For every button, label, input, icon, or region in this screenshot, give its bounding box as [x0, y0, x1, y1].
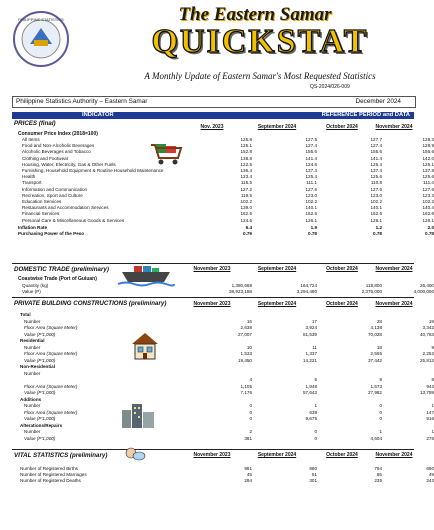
row-label: Information and Communication — [22, 186, 88, 192]
psa-seal-icon — [12, 10, 70, 68]
table-row — [14, 149, 434, 155]
table-row — [14, 331, 434, 337]
row-label: Non-Residential — [20, 364, 55, 369]
table-row — [14, 180, 434, 186]
cell-value: 276 — [426, 435, 434, 441]
table-row — [14, 174, 434, 180]
cell-value: 127.2 — [240, 186, 252, 192]
cell-value: 0 — [379, 416, 382, 421]
cell-value: 1.2 — [375, 224, 382, 230]
table-row — [14, 289, 434, 294]
cell-value: 155.6 — [305, 149, 317, 155]
cell-value: 0.78 — [425, 231, 434, 236]
cell-value: 794 — [374, 466, 382, 471]
table-row — [14, 231, 434, 236]
row-label: Alcoholic Beverages and Tobacco — [22, 149, 91, 155]
cell-value: 118,800 — [365, 283, 382, 288]
column-header: November 2024 — [375, 301, 413, 307]
cell-value: 8 — [431, 377, 434, 382]
cell-value: 127.6 — [422, 186, 434, 192]
row-label: Inflation Rate — [18, 224, 48, 230]
house-icon — [130, 330, 160, 360]
column-header: September 2024 — [257, 124, 297, 130]
cell-value: 126.4 — [370, 161, 382, 167]
cell-value: 0 — [249, 409, 252, 415]
cell-value: 141.4 — [305, 155, 317, 161]
cell-value: 17 — [311, 318, 317, 324]
cell-value: 25,812 — [419, 357, 434, 363]
cell-value: 5 — [314, 377, 317, 382]
cell-value: 119.5 — [240, 192, 252, 198]
cell-value: 880 — [309, 466, 317, 471]
row-label: Value (P'1,000) — [24, 331, 56, 337]
table-row — [14, 318, 434, 324]
cell-value: 126.1 — [370, 217, 382, 223]
column-header: October 2024 — [326, 266, 358, 272]
row-label: Number of Registered Births — [20, 466, 78, 471]
cell-value: 2,376,000 — [361, 289, 382, 294]
table-row — [14, 364, 416, 369]
row-label: Value (P'1,000) — [24, 416, 56, 421]
cell-value: 122.5 — [240, 161, 252, 167]
buildings-icon — [120, 402, 156, 428]
indicator-header: INDICATOR — [82, 112, 114, 118]
cell-value: 2.0 — [427, 224, 434, 230]
cell-value: 1,380,688 — [231, 283, 252, 288]
cell-value: 127.4 — [370, 143, 382, 149]
cell-value: 65 — [376, 472, 382, 477]
cell-value: 0.78 — [308, 231, 317, 236]
cell-value: 111.1 — [306, 180, 317, 186]
table-row — [14, 137, 434, 142]
row-label: Quantity (kg) — [22, 283, 49, 288]
agency-name: Philippine Statistics Authority – Eastern Samar — [16, 98, 148, 105]
cell-value: 40,763 — [419, 331, 434, 337]
cell-value: 70,028 — [367, 331, 382, 337]
table-row — [14, 397, 416, 402]
row-label: Food and Non-Alcoholic Beverages — [22, 143, 95, 149]
cell-value: 639 — [309, 409, 317, 415]
cell-value: 9,675 — [305, 416, 317, 421]
row-label: Total — [20, 312, 31, 317]
column-header: October 2024 — [326, 301, 358, 307]
row-label: Education Services — [22, 199, 62, 204]
reference-header: REFERENCE PERIOD and DATA — [321, 112, 410, 118]
cell-value: 0.79 — [243, 231, 252, 236]
cell-value: 125.1 — [240, 143, 252, 149]
table-row — [14, 466, 434, 471]
row-label: Restaurants and Accommodation Services — [22, 205, 109, 211]
title-line1: The Eastern Samar — [178, 4, 332, 25]
row-label: Floor Area (Square Meter) — [24, 351, 78, 356]
row-label: Number — [24, 344, 41, 350]
cell-value: 1,573 — [370, 383, 382, 389]
cell-value: 125.4 — [305, 174, 317, 180]
cell-value: 128.9 — [422, 143, 434, 149]
cell-value: 156.6 — [422, 149, 434, 155]
cell-value: 916 — [426, 416, 434, 421]
cell-value: 125.6 — [370, 174, 382, 180]
table-row — [14, 383, 434, 389]
cell-value: 142.0 — [422, 155, 434, 161]
cell-value: 164,724 — [300, 283, 317, 288]
cell-value: 10 — [246, 344, 252, 350]
baby-icon — [124, 446, 146, 462]
cell-value: 136.4 — [240, 168, 252, 173]
table-row — [14, 224, 434, 230]
table-row — [14, 357, 434, 363]
cell-value: 115.5 — [240, 180, 252, 186]
title-quickstat: QUICKSTAT — [151, 23, 369, 60]
cell-value: 3,924 — [305, 325, 317, 330]
cell-value: 123.0 — [370, 192, 382, 198]
cell-value: 124.6 — [305, 161, 317, 167]
agency-bar — [12, 96, 416, 108]
cell-value: 2 — [249, 429, 252, 434]
table-row — [14, 416, 434, 421]
cell-value: 162.6 — [370, 211, 382, 217]
cell-value: 16 — [246, 318, 252, 324]
column-header: September 2024 — [257, 266, 297, 272]
cell-value: 45 — [246, 472, 252, 477]
column-header: November 2023 — [193, 452, 231, 458]
cell-value: 9 — [431, 344, 434, 350]
row-label: Residential — [20, 338, 45, 343]
cell-value: 57,643 — [302, 390, 317, 395]
row-label: Value (P'1,000) — [24, 357, 56, 363]
table-row — [14, 199, 434, 204]
row-label: Value (P'1,000) — [24, 390, 56, 395]
cell-value: 152.8 — [240, 149, 252, 155]
construction-title: PRIVATE BUILDING CONSTRUCTIONS (preliminary) — [14, 300, 167, 307]
cell-value: 137.4 — [370, 168, 382, 173]
cell-value: 1,337 — [305, 351, 317, 356]
row-label: Furnishing, Household Equipment & Routine Household Maintenance — [22, 168, 164, 173]
row-label: Floor Area (Square Meter) — [24, 383, 78, 389]
cell-value: 1,948 — [305, 383, 317, 389]
cell-value: 7,176 — [240, 390, 252, 395]
row-label: Floor Area (Square Meter) — [24, 325, 78, 330]
cell-value: 126.1 — [305, 217, 317, 223]
cell-value: 126.1 — [422, 217, 434, 223]
cell-value: 140.4 — [422, 205, 434, 211]
cell-value: 37,442 — [367, 357, 382, 363]
release-period: December 2024 — [355, 98, 401, 105]
row-label: Alterations/Repairs — [20, 422, 63, 428]
column-header: November 2024 — [375, 452, 413, 458]
table-row — [14, 312, 416, 317]
table-row — [14, 344, 434, 350]
cell-value: 111.4 — [423, 180, 434, 186]
cell-value: 0 — [314, 435, 317, 441]
cell-value: 128.3 — [422, 137, 434, 142]
cell-value: 123.0 — [305, 192, 317, 198]
trade-subtitle: Coastwise Trade (Port of Guiuan) — [18, 276, 97, 282]
cell-value: 141.4 — [370, 155, 382, 161]
cell-value: 2,565 — [370, 351, 382, 356]
cell-value: 0 — [249, 403, 252, 408]
cell-value: 127.6 — [305, 186, 317, 192]
cell-value: 125.6 — [422, 174, 434, 180]
table-row — [14, 472, 434, 477]
table-row — [14, 423, 416, 428]
cell-value: 14,221 — [302, 357, 317, 363]
row-label: Value (P) — [22, 289, 41, 294]
row-label: Purchasing Power of the Peso — [18, 231, 85, 236]
cell-value: 127.5 — [305, 137, 317, 142]
cell-value: 27,007 — [237, 331, 252, 337]
cell-value: 19 — [428, 318, 434, 324]
row-label: All Items — [22, 137, 40, 142]
cell-value: 0 — [314, 429, 317, 434]
table-row — [14, 390, 434, 395]
table-row — [14, 186, 434, 192]
cell-value: 162.6 — [305, 211, 317, 217]
cell-value: 155.6 — [370, 149, 382, 155]
cell-value: 9 — [379, 377, 382, 382]
cell-value: 0.78 — [373, 231, 382, 236]
cell-value: 2,252 — [422, 351, 434, 356]
cell-value: 125.1 — [422, 161, 434, 167]
table-row — [14, 377, 434, 382]
row-label: Number — [24, 318, 41, 324]
cell-value: 162.6 — [240, 211, 252, 217]
cpi-label: Consumer Price Index (2018=100) — [18, 131, 98, 137]
cell-value: 19,450 — [237, 357, 252, 363]
cell-value: 0 — [379, 403, 382, 408]
row-label: Value (P'1,000) — [24, 435, 56, 441]
trade-title: DOMESTIC TRADE (preliminary) — [14, 266, 109, 273]
cell-value: 140.1 — [305, 205, 317, 211]
cell-value: 981 — [244, 466, 252, 471]
row-label: Recreation, Sport and Culture — [22, 192, 83, 198]
cell-value: 0 — [249, 416, 252, 421]
cell-value: 137.4 — [305, 168, 317, 173]
cell-value: 102.2 — [240, 199, 252, 204]
cell-value: 243 — [426, 478, 434, 483]
reference-number: QS-2024/026-009 — [310, 84, 350, 90]
row-label: Number — [24, 370, 41, 376]
cell-value: 1 — [314, 403, 317, 408]
row-label: Additions — [20, 396, 42, 402]
table-row — [14, 211, 434, 217]
cell-value: 49 — [428, 472, 434, 477]
table-row — [14, 192, 434, 198]
cell-value: 38,923,188 — [229, 289, 252, 294]
table-row — [14, 155, 434, 161]
table-row — [14, 217, 434, 223]
cell-value: 127.6 — [370, 186, 382, 192]
row-label: Number — [24, 429, 41, 434]
row-label: Number of Registered Deaths — [20, 478, 81, 483]
cell-value: 1 — [431, 429, 434, 434]
cell-value: 102.2 — [305, 199, 317, 204]
table-row — [14, 351, 434, 356]
cell-value: 0 — [379, 409, 382, 415]
row-label: Clothing and Footwear — [22, 155, 69, 161]
cell-value: 3,342 — [422, 325, 434, 330]
cell-value: 2,638 — [240, 325, 252, 330]
cell-value: 125.8 — [240, 137, 252, 142]
svg-text:PHILIPPINE STATISTICS: PHILIPPINE STATISTICS — [18, 17, 64, 22]
cell-value: 1 — [379, 429, 382, 434]
cell-value: 102.2 — [370, 199, 382, 204]
cell-value: 28 — [376, 318, 382, 324]
cell-value: 162.6 — [422, 211, 434, 217]
cell-value: 4,138 — [370, 325, 382, 330]
cell-value: 11 — [312, 344, 317, 350]
cell-value: 943 — [426, 383, 434, 389]
table-row — [14, 143, 434, 149]
cell-value: 81,539 — [302, 331, 317, 337]
table-header — [12, 112, 414, 119]
cell-value: 301 — [309, 478, 317, 483]
cell-value: 6.4 — [245, 224, 252, 230]
column-header: September 2024 — [257, 301, 297, 307]
cell-value: 51 — [311, 472, 317, 477]
cell-value: 690 — [426, 466, 434, 471]
table-row — [14, 409, 434, 415]
cell-value: 123.4 — [240, 174, 252, 180]
cell-value: 1.9 — [310, 224, 317, 230]
cell-value: 140.1 — [370, 205, 382, 211]
table-row — [14, 403, 434, 408]
cell-value: 127.7 — [370, 137, 382, 142]
row-label: Floor Area (Square Meter) — [24, 409, 78, 415]
subtitle: A Monthly Update of Eastern Samar's Most Requested Statistics — [144, 71, 376, 81]
cell-value: 127.4 — [305, 143, 317, 149]
row-label: Housing, Water, Electricity, Gas & Other Fuels — [22, 161, 116, 167]
cell-value: 123.3 — [422, 192, 434, 198]
cell-value: 26,400 — [419, 283, 434, 288]
cell-value: 110.8 — [370, 180, 382, 186]
prices-title: PRICES (final) — [14, 120, 56, 127]
cell-value: 4,604 — [370, 435, 382, 441]
shopping-cart-icon — [150, 142, 184, 166]
cell-value: 13,759 — [419, 390, 434, 395]
row-label: Number — [24, 403, 41, 408]
cell-value: 1,533 — [240, 351, 252, 356]
column-header: Nov. 2023 — [200, 124, 224, 130]
table-row — [14, 371, 416, 376]
cell-value: 4 — [249, 377, 252, 382]
table-row — [14, 283, 434, 288]
cell-value: 139.0 — [240, 205, 252, 211]
row-label: Transport — [22, 180, 42, 186]
table-row — [14, 478, 434, 483]
table-row — [14, 429, 434, 434]
table-row — [14, 168, 434, 173]
column-header: November 2023 — [193, 301, 231, 307]
cell-value: 137.8 — [422, 168, 434, 173]
row-label: Number of Registered Marriages — [20, 472, 87, 477]
column-header: October 2024 — [326, 452, 358, 458]
table-row — [14, 338, 416, 343]
cell-value: 18 — [376, 344, 382, 350]
column-header: September 2024 — [257, 452, 297, 458]
table-row — [14, 435, 434, 441]
vital-title: VITAL STATISTICS (preliminary) — [14, 452, 108, 459]
table-row — [14, 161, 434, 167]
cell-value: 1,105 — [240, 383, 252, 389]
column-header: November 2023 — [193, 266, 231, 272]
column-header: November 2024 — [375, 266, 413, 272]
cell-value: 3,294,480 — [296, 289, 317, 294]
cell-value: 27,982 — [367, 390, 382, 395]
cell-value: 4,000,000 — [413, 289, 434, 294]
column-header: October 2024 — [326, 124, 358, 130]
cell-value: 138.8 — [240, 155, 252, 161]
cell-value: 381 — [244, 435, 252, 441]
cell-value: 147 — [426, 409, 434, 415]
cell-value: 102.2 — [422, 199, 434, 204]
cell-value: 124.6 — [240, 217, 252, 223]
row-label: Health — [22, 174, 36, 180]
row-label: Financial Services — [22, 211, 60, 217]
table-row — [14, 205, 434, 211]
column-header: November 2024 — [375, 124, 413, 130]
cell-value: 235 — [374, 478, 382, 483]
cell-value: 294 — [244, 478, 252, 483]
cell-value: 1 — [431, 403, 434, 408]
table-row — [14, 325, 434, 330]
row-label: Personal Care & Miscellaneous Goods & Services — [22, 217, 125, 223]
